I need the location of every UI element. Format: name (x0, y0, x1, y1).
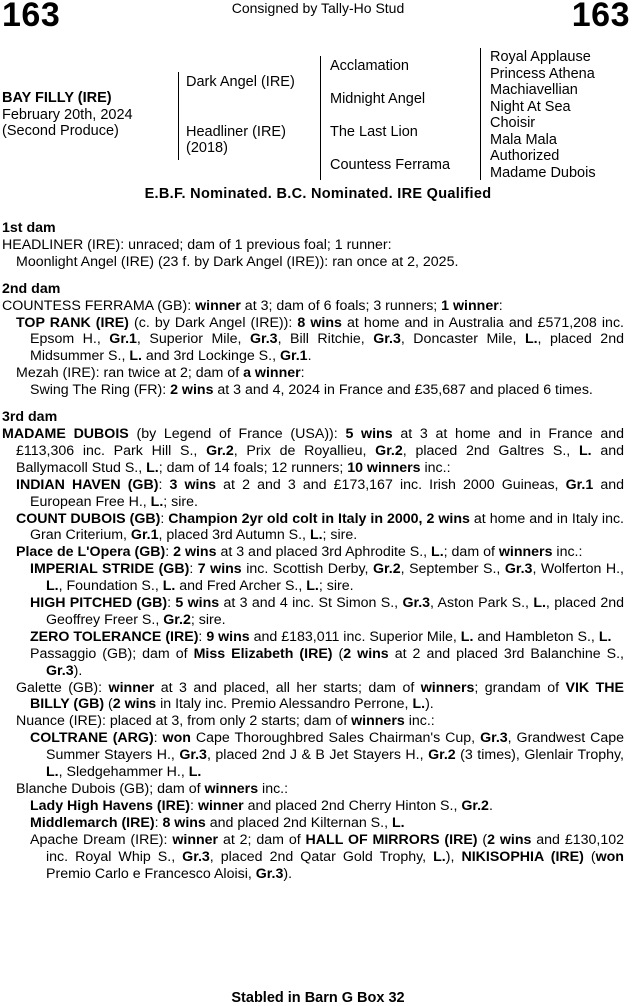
lot-number-left: 163 (2, 0, 61, 34)
produce-entry: Place de L'Opera (GB): 2 wins at 3 and placed 3rd Aphrodite S., L.; dam of winners inc.: (16, 544, 583, 561)
produce-entry: Galette (GB): winner at 3 and placed, all her starts; dam of winners; grandam of VIK THE BILLY (GB) (2 wins in Italy inc. Premio Alessandro Perrone, L.). (16, 679, 624, 713)
grandsire-maternal: The Last Lion (330, 124, 418, 140)
produce-entry: Moonlight Angel (IRE) (23 f. by Dark Angel (IRE)): ran once at 2, 2025. (16, 253, 459, 270)
horse-produce: (Second Produce) (2, 123, 119, 139)
stabling-footer: Stabled in Barn G Box 32 (231, 990, 405, 1006)
produce-entry: COLTRANE (ARG): won Cape Thoroughbred Sales Chairman's Cup, Gr.3, Grandwest Cape Summer Stayers H., Gr.3, placed 2nd J & B Jet Stayers H., Gr.2 (3 times), Glenlair Trophy, L., Sledgehammer H., L. (30, 730, 624, 781)
dam-entry: HEADLINER (IRE): unraced; dam of 1 previous foal; 1 runner: (2, 236, 392, 253)
produce-entry: Lady High Havens (IRE): winner and placed 2nd Cherry Hinton S., Gr.2. (30, 797, 493, 814)
section-heading-2nd-dam: 2nd dam (2, 280, 61, 297)
nominations: E.B.F. Nominated. B.C. Nominated. IRE Qualified (144, 186, 492, 202)
dam-entry: MADAME DUBOIS (by Legend of France (USA)): 5 wins at 3 at home and in France and £113,306 inc. Park Hill S., Gr.2, Prix de Royallieu, Gr.2, placed 2nd Galtres S., L. and Ballymacoll Stud S., L.; dam of 14 foals; 12 runners; 10 winners inc.: (2, 425, 624, 476)
great-grandparent: Madame Dubois (490, 164, 596, 181)
produce-entry: INDIAN HAVEN (GB): 3 wins at 2 and 3 and £173,167 inc. Irish 2000 Guineas, Gr.1 and European Free H., L.; sire. (16, 476, 625, 510)
great-grandparent: Night At Sea (490, 98, 571, 115)
pedigree-bracket-1 (178, 72, 179, 160)
horse-name: BAY FILLY (IRE) (2, 90, 112, 106)
produce-entry: Apache Dream (IRE): winner at 2; dam of HALL OF MIRRORS (IRE) (2 wins and £130,102 inc. Royal Whip S., Gr.3, placed 2nd Qatar Gold Trophy, L.), NIKISOPHIA (IRE) (won Premio Carlo e Francesco Aloisi, Gr.3). (30, 831, 624, 882)
great-grandparent: Royal Applause (490, 49, 591, 65)
granddam-paternal: Midnight Angel (330, 91, 426, 107)
produce-entry: HIGH PITCHED (GB): 5 wins at 3 and 4 inc. St Simon S., Gr.3, Aston Park S., L., placed 2nd Geoffrey Freer S., Gr.2; sire. (30, 595, 624, 628)
great-grandparent: Authorized (490, 148, 560, 164)
pedigree-bracket-2 (320, 56, 321, 180)
produce-entry: Blanche Dubois (GB); dam of winners inc.: (16, 781, 289, 797)
section-heading-1st-dam: 1st dam (2, 220, 56, 236)
dam: Headliner (IRE) (186, 124, 286, 140)
grandsire-paternal: Acclamation (330, 58, 409, 74)
great-grandparent: Princess Athena (490, 65, 595, 82)
consignor: Consigned by Tally-Ho Stud (231, 0, 405, 16)
dam-entry: COUNTESS FERRAMA (GB): winner at 3; dam of 6 foals; 3 runners; 1 winner: (2, 297, 503, 314)
great-grandparent: Machiavellian (490, 82, 578, 98)
produce-entry: ZERO TOLERANCE (IRE): 9 wins and £183,011 inc. Superior Mile, L. and Hambleton S., L. (30, 628, 612, 645)
granddam-maternal: Countess Ferrama (330, 157, 451, 173)
produce-entry: IMPERIAL STRIDE (GB): 7 wins inc. Scottish Derby, Gr.2, September S., Gr.3, Wolferton H., L., Foundation S., L. and Fred Archer S., L.; sire. (30, 561, 624, 595)
produce-entry: Passaggio (GB); dam of Miss Elizabeth (IRE) (2 wins at 2 and placed 3rd Balanchine S., Gr.3). (30, 645, 624, 679)
great-grandparent: Choisir (490, 115, 536, 131)
lot-number-right: 163 (571, 0, 630, 34)
produce-entry: Middlemarch (IRE): 8 wins and placed 2nd Kilternan S., L. (30, 814, 405, 831)
great-grandparent: Mala Mala (490, 131, 557, 148)
produce-entry: Nuance (IRE): placed at 3, from only 2 starts; dam of winners inc.: (16, 713, 435, 730)
produce-entry: TOP RANK (IRE) (c. by Dark Angel (IRE)): 8 wins at home and in Australia and £571,208 inc. Epsom H., Gr.1, Superior Mile, Gr.3, Bill Ritchie, Gr.3, Doncaster Mile, L., placed 2nd Midsummer S., L. and 3rd Lockinge S., Gr.1. (16, 314, 624, 365)
section-heading-3rd-dam: 3rd dam (2, 409, 58, 426)
pedigree-bracket-3 (480, 48, 481, 180)
catalogue-body (2, 220, 624, 882)
horse-foaled: February 20th, 2024 (2, 107, 133, 123)
produce-entry: Swing The Ring (FR): 2 wins at 3 and 4, 2024 in France and £35,687 and placed 6 times. (30, 382, 593, 399)
produce-entry: COUNT DUBOIS (GB): Champion 2yr old colt in Italy in 2000, 2 wins at home and in Italy inc. Gran Criterium, Gr.1, placed 3rd Autumn S., L.; sire. (16, 510, 624, 544)
dam-year: (2018) (186, 140, 228, 156)
produce-entry: Mezah (IRE): ran twice at 2; dam of a winner: (16, 365, 305, 382)
sire: Dark Angel (IRE) (186, 74, 295, 90)
